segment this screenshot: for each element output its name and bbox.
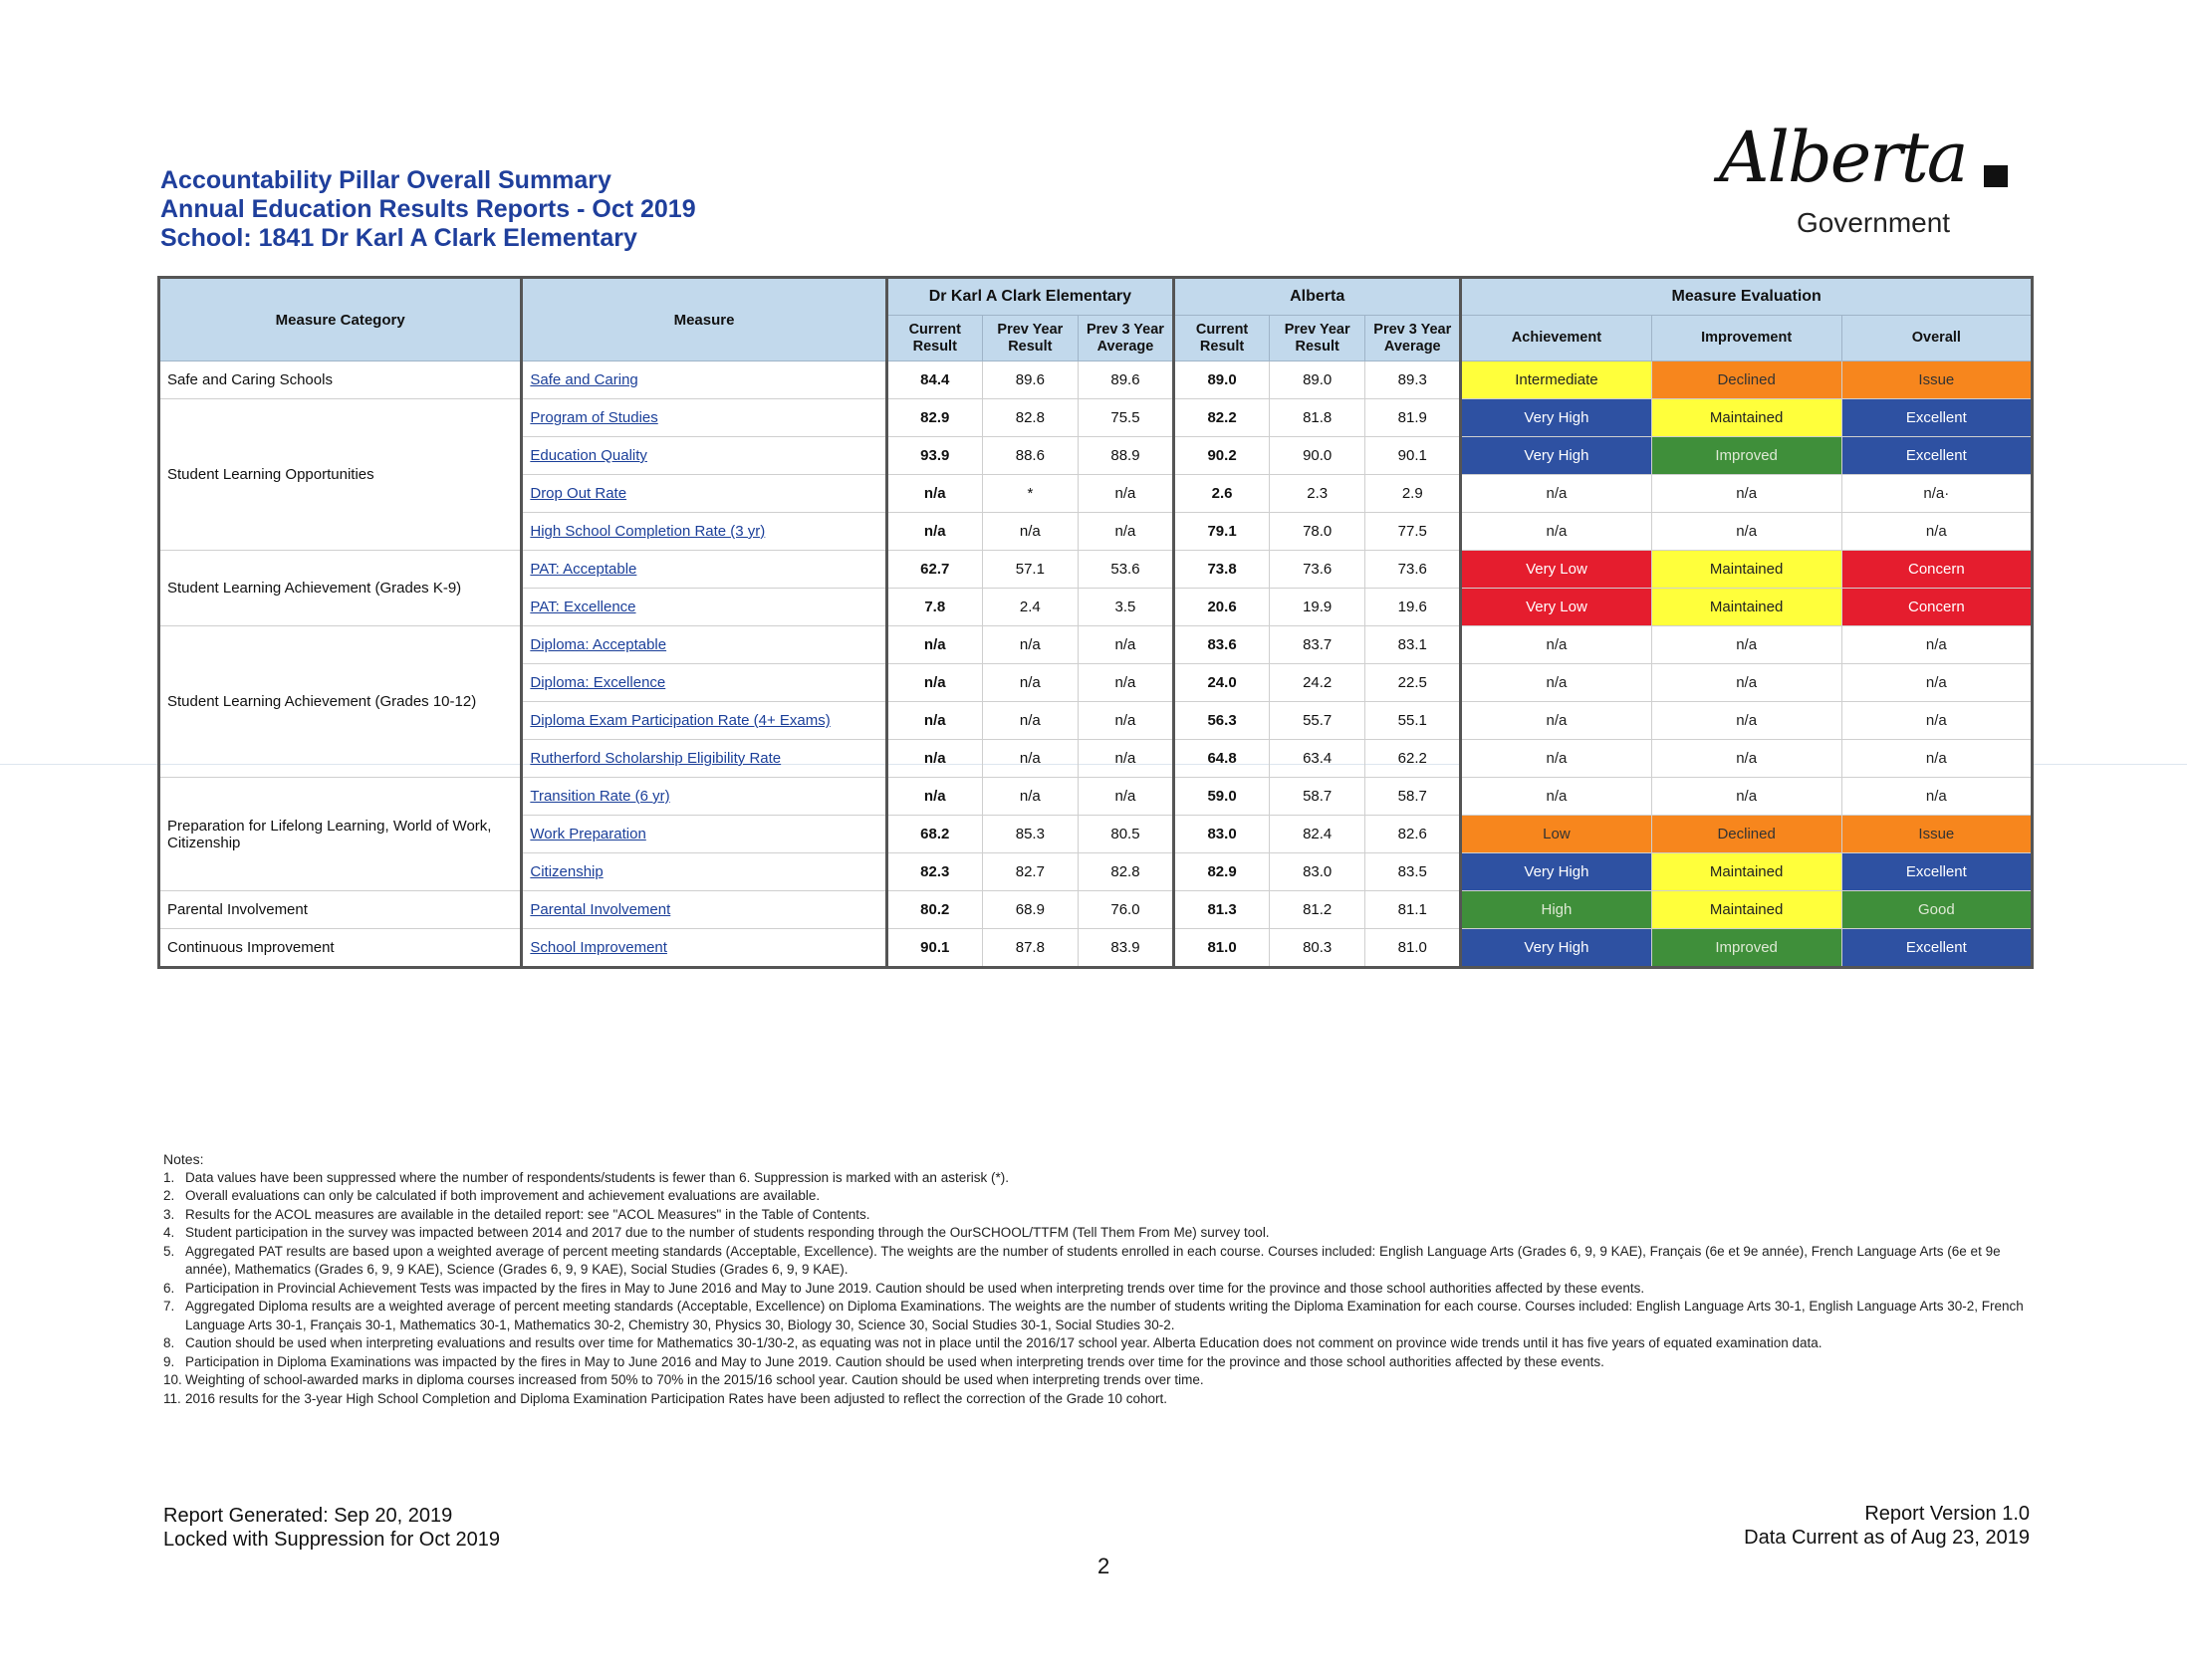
improvement-evaluation-cell: Improved bbox=[1651, 929, 1841, 968]
measure-cell bbox=[522, 816, 886, 853]
table-row bbox=[159, 891, 2033, 929]
improvement-evaluation-cell: Declined bbox=[1651, 816, 1841, 853]
school-prev-year-result-cell: 82.7 bbox=[982, 853, 1078, 891]
note-item bbox=[163, 1187, 2036, 1206]
school-current-result-cell: 82.3 bbox=[886, 853, 982, 891]
overall-evaluation-cell: Concern bbox=[1841, 589, 2032, 626]
table-row bbox=[159, 551, 2033, 589]
measure-link[interactable]: Education Quality bbox=[530, 447, 647, 464]
note-number: 10. bbox=[163, 1372, 182, 1387]
school-prev-year-result-cell: 2.4 bbox=[982, 589, 1078, 626]
school-prev-3yr-average-cell: 75.5 bbox=[1078, 399, 1173, 437]
alberta-prev-year-result-cell: 82.4 bbox=[1270, 816, 1365, 853]
notes-section bbox=[163, 1150, 2036, 1408]
footer-left bbox=[163, 1504, 500, 1552]
note-item bbox=[163, 1169, 2036, 1188]
measure-link[interactable]: School Improvement bbox=[530, 939, 667, 956]
note-text: Overall evaluations can only be calculated if both improvement and achievement evaluations are available. bbox=[185, 1188, 821, 1203]
measure-link[interactable]: PAT: Acceptable bbox=[530, 561, 637, 578]
header-achievement: Achievement bbox=[1461, 316, 1651, 361]
improvement-evaluation-cell: Maintained bbox=[1651, 891, 1841, 929]
overall-evaluation-cell: Issue bbox=[1841, 816, 2032, 853]
school-current-result-cell: n/a bbox=[886, 475, 982, 513]
school-prev-year-result-cell: n/a bbox=[982, 778, 1078, 816]
alberta-current-result-cell: 20.6 bbox=[1174, 589, 1270, 626]
improvement-evaluation-cell: Improved bbox=[1651, 437, 1841, 475]
school-prev-year-result-cell: 87.8 bbox=[982, 929, 1078, 968]
measure-cell bbox=[522, 361, 886, 399]
note-text: Aggregated Diploma results are a weighted average of percent meeting standards (Acceptable, Excellence) on Diploma Examinations. The weights are the number of students writing the Diploma Examination for each course. Courses included: English Language Arts 30-1, English Language Arts 30-2, French Language Arts 30-1, Français 30-1, Mathematics 30-1, Mathematics 30-2, Chemistry 30, Physics 30, Biology 30, Science 30, Social Studies 30-1, Social Studies 30-2. bbox=[185, 1299, 2024, 1332]
alberta-prev-year-result-cell: 58.7 bbox=[1270, 778, 1365, 816]
school-current-result-cell: 62.7 bbox=[886, 551, 982, 589]
measure-cell bbox=[522, 551, 886, 589]
measure-cell bbox=[522, 626, 886, 664]
note-text: Participation in Diploma Examinations was impacted by the fires in May to June 2016 and May to June 2019. Caution should be used when interpreting trends over time for the province and those school authorities affected by these events. bbox=[185, 1353, 1604, 1369]
header-school-current: Current Result bbox=[886, 316, 982, 361]
note-item bbox=[163, 1390, 2036, 1409]
overall-evaluation-cell: Excellent bbox=[1841, 853, 2032, 891]
overall-evaluation-cell: n/a bbox=[1841, 513, 2032, 551]
school-current-result-cell: 68.2 bbox=[886, 816, 982, 853]
header-measure: Measure bbox=[522, 278, 886, 361]
improvement-evaluation-cell: n/a bbox=[1651, 778, 1841, 816]
measure-category-cell: Student Learning Achievement (Grades K-9) bbox=[159, 551, 522, 626]
measure-cell bbox=[522, 475, 886, 513]
note-item bbox=[163, 1243, 2036, 1280]
table-row bbox=[159, 399, 2033, 437]
note-number: 9. bbox=[163, 1353, 175, 1369]
alberta-current-result-cell: 59.0 bbox=[1174, 778, 1270, 816]
school-current-result-cell: 93.9 bbox=[886, 437, 982, 475]
measure-cell bbox=[522, 589, 886, 626]
alberta-prev-3yr-average-cell: 19.6 bbox=[1365, 589, 1461, 626]
alberta-prev-3yr-average-cell: 81.1 bbox=[1365, 891, 1461, 929]
overall-evaluation-cell: Issue bbox=[1841, 361, 2032, 399]
alberta-government-logo bbox=[1715, 118, 2024, 247]
alberta-prev-3yr-average-cell: 83.5 bbox=[1365, 853, 1461, 891]
header-measure-category: Measure Category bbox=[159, 278, 522, 361]
note-number: 1. bbox=[163, 1169, 175, 1185]
alberta-prev-year-result-cell: 83.7 bbox=[1270, 626, 1365, 664]
achievement-evaluation-cell: Very High bbox=[1461, 399, 1651, 437]
overall-evaluation-cell: Concern bbox=[1841, 551, 2032, 589]
note-number: 2. bbox=[163, 1188, 175, 1203]
achievement-evaluation-cell: Very High bbox=[1461, 853, 1651, 891]
alberta-current-result-cell: 83.0 bbox=[1174, 816, 1270, 853]
header-alberta-current: Current Result bbox=[1174, 316, 1270, 361]
measure-link[interactable]: Safe and Caring bbox=[530, 371, 638, 388]
alberta-prev-year-result-cell: 24.2 bbox=[1270, 664, 1365, 702]
measure-cell bbox=[522, 929, 886, 968]
school-prev-year-result-cell: 85.3 bbox=[982, 816, 1078, 853]
alberta-prev-year-result-cell: 83.0 bbox=[1270, 853, 1365, 891]
alberta-current-result-cell: 82.2 bbox=[1174, 399, 1270, 437]
measure-link[interactable]: Rutherford Scholarship Eligibility Rate bbox=[530, 750, 782, 767]
measure-category-cell: Student Learning Opportunities bbox=[159, 399, 522, 551]
school-current-result-cell: n/a bbox=[886, 664, 982, 702]
note-item bbox=[163, 1206, 2036, 1225]
school-prev-3yr-average-cell: n/a bbox=[1078, 702, 1173, 740]
school-prev-year-result-cell: 82.8 bbox=[982, 399, 1078, 437]
alberta-current-result-cell: 56.3 bbox=[1174, 702, 1270, 740]
achievement-evaluation-cell: n/a bbox=[1461, 778, 1651, 816]
measure-category-cell: Parental Involvement bbox=[159, 891, 522, 929]
note-number: 3. bbox=[163, 1206, 175, 1222]
alberta-prev-year-result-cell: 78.0 bbox=[1270, 513, 1365, 551]
note-text: Weighting of school-awarded marks in diploma courses increased from 50% to 70% in the 2015/16 school year. Caution should be used when interpreting trends over time. bbox=[185, 1372, 1204, 1387]
school-prev-year-result-cell: 68.9 bbox=[982, 891, 1078, 929]
measure-category-cell: Preparation for Lifelong Learning, World of Work, Citizenship bbox=[159, 778, 522, 891]
achievement-evaluation-cell: n/a bbox=[1461, 513, 1651, 551]
alberta-prev-3yr-average-cell: 83.1 bbox=[1365, 626, 1461, 664]
alberta-prev-year-result-cell: 55.7 bbox=[1270, 702, 1365, 740]
report-title-block bbox=[160, 166, 696, 253]
improvement-evaluation-cell: Maintained bbox=[1651, 589, 1841, 626]
school-current-result-cell: 90.1 bbox=[886, 929, 982, 968]
school-prev-year-result-cell: 89.6 bbox=[982, 361, 1078, 399]
measure-cell bbox=[522, 664, 886, 702]
achievement-evaluation-cell: Very High bbox=[1461, 929, 1651, 968]
measure-category-cell: Student Learning Achievement (Grades 10-12) bbox=[159, 626, 522, 778]
school-prev-3yr-average-cell: 88.9 bbox=[1078, 437, 1173, 475]
table-row bbox=[159, 929, 2033, 968]
achievement-evaluation-cell: n/a bbox=[1461, 626, 1651, 664]
header-overall: Overall bbox=[1841, 316, 2032, 361]
achievement-evaluation-cell: Intermediate bbox=[1461, 361, 1651, 399]
improvement-evaluation-cell: n/a bbox=[1651, 740, 1841, 778]
data-current: Data Current as of Aug 23, 2019 bbox=[1744, 1527, 2030, 1549]
alberta-prev-year-result-cell: 2.3 bbox=[1270, 475, 1365, 513]
alberta-prev-3yr-average-cell: 73.6 bbox=[1365, 551, 1461, 589]
school-prev-3yr-average-cell: 3.5 bbox=[1078, 589, 1173, 626]
alberta-prev-year-result-cell: 19.9 bbox=[1270, 589, 1365, 626]
alberta-prev-3yr-average-cell: 2.9 bbox=[1365, 475, 1461, 513]
summary-table-body bbox=[159, 361, 2033, 968]
alberta-prev-3yr-average-cell: 82.6 bbox=[1365, 816, 1461, 853]
measure-cell bbox=[522, 853, 886, 891]
locked-status: Locked with Suppression for Oct 2019 bbox=[163, 1529, 500, 1551]
school-prev-year-result-cell: n/a bbox=[982, 664, 1078, 702]
note-item bbox=[163, 1353, 2036, 1372]
note-text: 2016 results for the 3-year High School Completion and Diploma Examination Participation Rates have been adjusted to reflect the correction of the Grade 10 cohort. bbox=[185, 1390, 1168, 1406]
alberta-current-result-cell: 82.9 bbox=[1174, 853, 1270, 891]
footer-right bbox=[1744, 1502, 2030, 1550]
measure-cell bbox=[522, 437, 886, 475]
measure-cell bbox=[522, 891, 886, 929]
table-row bbox=[159, 626, 2033, 664]
school-prev-year-result-cell: 88.6 bbox=[982, 437, 1078, 475]
overall-evaluation-cell: n/a bbox=[1841, 740, 2032, 778]
school-prev-year-result-cell: n/a bbox=[982, 740, 1078, 778]
note-text: Caution should be used when interpreting evaluations and results over time for Mathematics 30-1/30-2, as equating was not in place until the 2016/17 school year. Alberta Education does not comment on province wide trends until it has five years of equated examination data. bbox=[185, 1335, 1822, 1350]
alberta-prev-3yr-average-cell: 22.5 bbox=[1365, 664, 1461, 702]
note-number: 6. bbox=[163, 1280, 175, 1296]
note-text: Student participation in the survey was impacted between 2014 and 2017 due to the number of students responding through the OurSCHOOL/TTFM (Tell Them From Me) survey tool. bbox=[185, 1225, 1270, 1240]
report-title: Accountability Pillar Overall Summary bbox=[160, 166, 611, 194]
alberta-flag-icon bbox=[1984, 165, 2008, 187]
school-prev-3yr-average-cell: n/a bbox=[1078, 475, 1173, 513]
measure-cell bbox=[522, 778, 886, 816]
table-row bbox=[159, 361, 2033, 399]
school-current-result-cell: n/a bbox=[886, 778, 982, 816]
report-version: Report Version 1.0 bbox=[1864, 1503, 2030, 1525]
school-prev-3yr-average-cell: n/a bbox=[1078, 778, 1173, 816]
alberta-prev-3yr-average-cell: 81.0 bbox=[1365, 929, 1461, 968]
alberta-prev-3yr-average-cell: 77.5 bbox=[1365, 513, 1461, 551]
alberta-prev-3yr-average-cell: 62.2 bbox=[1365, 740, 1461, 778]
achievement-evaluation-cell: n/a bbox=[1461, 664, 1651, 702]
overall-evaluation-cell: n/a bbox=[1841, 626, 2032, 664]
measure-link[interactable]: Diploma: Excellence bbox=[530, 674, 666, 691]
header-alberta-prev-3yr: Prev 3 Year Average bbox=[1365, 316, 1461, 361]
alberta-prev-year-result-cell: 90.0 bbox=[1270, 437, 1365, 475]
measure-link[interactable]: PAT: Excellence bbox=[530, 599, 636, 615]
school-current-result-cell: n/a bbox=[886, 702, 982, 740]
school-prev-3yr-average-cell: 76.0 bbox=[1078, 891, 1173, 929]
improvement-evaluation-cell: n/a bbox=[1651, 664, 1841, 702]
school-prev-year-result-cell: 57.1 bbox=[982, 551, 1078, 589]
school-current-result-cell: 80.2 bbox=[886, 891, 982, 929]
achievement-evaluation-cell: Very Low bbox=[1461, 551, 1651, 589]
alberta-prev-year-result-cell: 80.3 bbox=[1270, 929, 1365, 968]
school-current-result-cell: n/a bbox=[886, 513, 982, 551]
school-prev-3yr-average-cell: 89.6 bbox=[1078, 361, 1173, 399]
school-prev-3yr-average-cell: n/a bbox=[1078, 626, 1173, 664]
school-prev-year-result-cell: n/a bbox=[982, 702, 1078, 740]
alberta-current-result-cell: 90.2 bbox=[1174, 437, 1270, 475]
achievement-evaluation-cell: Very Low bbox=[1461, 589, 1651, 626]
measure-link[interactable]: Program of Studies bbox=[530, 409, 658, 426]
note-item bbox=[163, 1224, 2036, 1243]
alberta-prev-3yr-average-cell: 89.3 bbox=[1365, 361, 1461, 399]
school-prev-3yr-average-cell: 80.5 bbox=[1078, 816, 1173, 853]
achievement-evaluation-cell: Very High bbox=[1461, 437, 1651, 475]
overall-evaluation-cell: n/a bbox=[1841, 778, 2032, 816]
note-item bbox=[163, 1298, 2036, 1334]
alberta-current-result-cell: 81.0 bbox=[1174, 929, 1270, 968]
note-item bbox=[163, 1280, 2036, 1299]
page-number: 2 bbox=[1097, 1554, 1110, 1578]
improvement-evaluation-cell: Maintained bbox=[1651, 399, 1841, 437]
measure-link[interactable]: Diploma: Acceptable bbox=[530, 636, 667, 653]
note-number: 7. bbox=[163, 1299, 175, 1314]
note-number: 11. bbox=[163, 1390, 181, 1406]
improvement-evaluation-cell: Declined bbox=[1651, 361, 1841, 399]
achievement-evaluation-cell: n/a bbox=[1461, 702, 1651, 740]
overall-evaluation-cell: Excellent bbox=[1841, 399, 2032, 437]
school-prev-year-result-cell: n/a bbox=[982, 626, 1078, 664]
school-current-result-cell: n/a bbox=[886, 740, 982, 778]
note-number: 4. bbox=[163, 1225, 175, 1240]
alberta-current-result-cell: 79.1 bbox=[1174, 513, 1270, 551]
measure-link[interactable]: Parental Involvement bbox=[530, 901, 671, 918]
overall-evaluation-cell: n/a bbox=[1841, 702, 2032, 740]
school-current-result-cell: 7.8 bbox=[886, 589, 982, 626]
improvement-evaluation-cell: Maintained bbox=[1651, 551, 1841, 589]
overall-evaluation-cell: Excellent bbox=[1841, 437, 2032, 475]
header-improvement: Improvement bbox=[1651, 316, 1841, 361]
school-prev-3yr-average-cell: n/a bbox=[1078, 740, 1173, 778]
header-school-prev-3yr: Prev 3 Year Average bbox=[1078, 316, 1173, 361]
achievement-evaluation-cell: n/a bbox=[1461, 740, 1651, 778]
achievement-evaluation-cell: High bbox=[1461, 891, 1651, 929]
alberta-current-result-cell: 2.6 bbox=[1174, 475, 1270, 513]
report-generated: Report Generated: Sep 20, 2019 bbox=[163, 1505, 453, 1527]
improvement-evaluation-cell: Maintained bbox=[1651, 853, 1841, 891]
achievement-evaluation-cell: Low bbox=[1461, 816, 1651, 853]
overall-evaluation-cell: Good bbox=[1841, 891, 2032, 929]
note-text: Participation in Provincial Achievement Tests was impacted by the fires in May to June 2016 and May to June 2019. Caution should be used when interpreting trends over time for the province and those school authorities affected by these events. bbox=[185, 1280, 1645, 1296]
notes-list bbox=[163, 1169, 2036, 1409]
alberta-prev-year-result-cell: 81.2 bbox=[1270, 891, 1365, 929]
school-prev-year-result-cell: n/a bbox=[982, 513, 1078, 551]
header-school-prev-year: Prev Year Result bbox=[982, 316, 1078, 361]
school-prev-3yr-average-cell: n/a bbox=[1078, 664, 1173, 702]
improvement-evaluation-cell: n/a bbox=[1651, 702, 1841, 740]
alberta-current-result-cell: 73.8 bbox=[1174, 551, 1270, 589]
measure-link[interactable]: Drop Out Rate bbox=[530, 485, 627, 502]
alberta-prev-year-result-cell: 73.6 bbox=[1270, 551, 1365, 589]
measure-link[interactable]: Diploma Exam Participation Rate (4+ Exams) bbox=[530, 712, 831, 729]
school-prev-3yr-average-cell: 82.8 bbox=[1078, 853, 1173, 891]
achievement-evaluation-cell: n/a bbox=[1461, 475, 1651, 513]
improvement-evaluation-cell: n/a bbox=[1651, 513, 1841, 551]
alberta-wordmark: Alberta bbox=[1719, 117, 1967, 198]
measure-cell bbox=[522, 513, 886, 551]
header-school: Dr Karl A Clark Elementary bbox=[886, 278, 1173, 316]
note-item bbox=[163, 1371, 2036, 1390]
school-prev-3yr-average-cell: 83.9 bbox=[1078, 929, 1173, 968]
alberta-current-result-cell: 64.8 bbox=[1174, 740, 1270, 778]
alberta-prev-3yr-average-cell: 81.9 bbox=[1365, 399, 1461, 437]
school-current-result-cell: 84.4 bbox=[886, 361, 982, 399]
measure-link[interactable]: Work Preparation bbox=[530, 826, 646, 842]
measure-link[interactable]: Citizenship bbox=[530, 863, 604, 880]
alberta-current-result-cell: 83.6 bbox=[1174, 626, 1270, 664]
alberta-prev-3yr-average-cell: 55.1 bbox=[1365, 702, 1461, 740]
note-text: Data values have been suppressed where the number of respondents/students is fewer than 6. Suppression is marked with an asterisk (*). bbox=[185, 1169, 1009, 1185]
measure-category-cell: Continuous Improvement bbox=[159, 929, 522, 968]
school-current-result-cell: 82.9 bbox=[886, 399, 982, 437]
alberta-prev-3yr-average-cell: 58.7 bbox=[1365, 778, 1461, 816]
header-measure-evaluation: Measure Evaluation bbox=[1461, 278, 2033, 316]
improvement-evaluation-cell: n/a bbox=[1651, 475, 1841, 513]
note-item bbox=[163, 1334, 2036, 1353]
measure-category-cell: Safe and Caring Schools bbox=[159, 361, 522, 399]
measure-cell bbox=[522, 399, 886, 437]
note-text: Aggregated PAT results are based upon a weighted average of percent meeting standards (Acceptable, Excellence). The weights are the number of students enrolled in each course. Courses included: English Language Arts (Grades 6, 9, 9 KAE), Français (6e et 9e année), French Language Arts (6e et 9e année), Mathematics (Grades 6, 9, 9 KAE), Science (Grades 6, 9, 9 KAE), Social Studies (Grades 6, 9, 9 KAE). bbox=[185, 1243, 2001, 1277]
school-name: School: 1841 Dr Karl A Clark Elementary bbox=[160, 224, 637, 252]
overall-evaluation-cell: n/a· bbox=[1841, 475, 2032, 513]
notes-title: Notes: bbox=[163, 1151, 204, 1167]
school-current-result-cell: n/a bbox=[886, 626, 982, 664]
measure-cell bbox=[522, 740, 886, 778]
measure-link[interactable]: High School Completion Rate (3 yr) bbox=[530, 523, 766, 540]
alberta-prev-year-result-cell: 81.8 bbox=[1270, 399, 1365, 437]
measure-cell bbox=[522, 702, 886, 740]
alberta-current-result-cell: 89.0 bbox=[1174, 361, 1270, 399]
summary-table bbox=[157, 276, 2034, 969]
measure-link[interactable]: Transition Rate (6 yr) bbox=[530, 788, 670, 805]
header-alberta-prev-year: Prev Year Result bbox=[1270, 316, 1365, 361]
school-prev-3yr-average-cell: n/a bbox=[1078, 513, 1173, 551]
header-alberta: Alberta bbox=[1174, 278, 1461, 316]
alberta-current-result-cell: 24.0 bbox=[1174, 664, 1270, 702]
note-number: 8. bbox=[163, 1335, 175, 1350]
table-row bbox=[159, 778, 2033, 816]
government-label: Government bbox=[1797, 207, 1951, 238]
improvement-evaluation-cell: n/a bbox=[1651, 626, 1841, 664]
overall-evaluation-cell: Excellent bbox=[1841, 929, 2032, 968]
overall-evaluation-cell: n/a bbox=[1841, 664, 2032, 702]
school-prev-year-result-cell: * bbox=[982, 475, 1078, 513]
note-text: Results for the ACOL measures are available in the detailed report: see "ACOL Measures" in the Table of Contents. bbox=[185, 1206, 870, 1222]
alberta-prev-year-result-cell: 89.0 bbox=[1270, 361, 1365, 399]
alberta-prev-year-result-cell: 63.4 bbox=[1270, 740, 1365, 778]
school-prev-3yr-average-cell: 53.6 bbox=[1078, 551, 1173, 589]
report-subtitle: Annual Education Results Reports - Oct 2019 bbox=[160, 195, 696, 223]
alberta-prev-3yr-average-cell: 90.1 bbox=[1365, 437, 1461, 475]
note-number: 5. bbox=[163, 1243, 175, 1259]
alberta-current-result-cell: 81.3 bbox=[1174, 891, 1270, 929]
